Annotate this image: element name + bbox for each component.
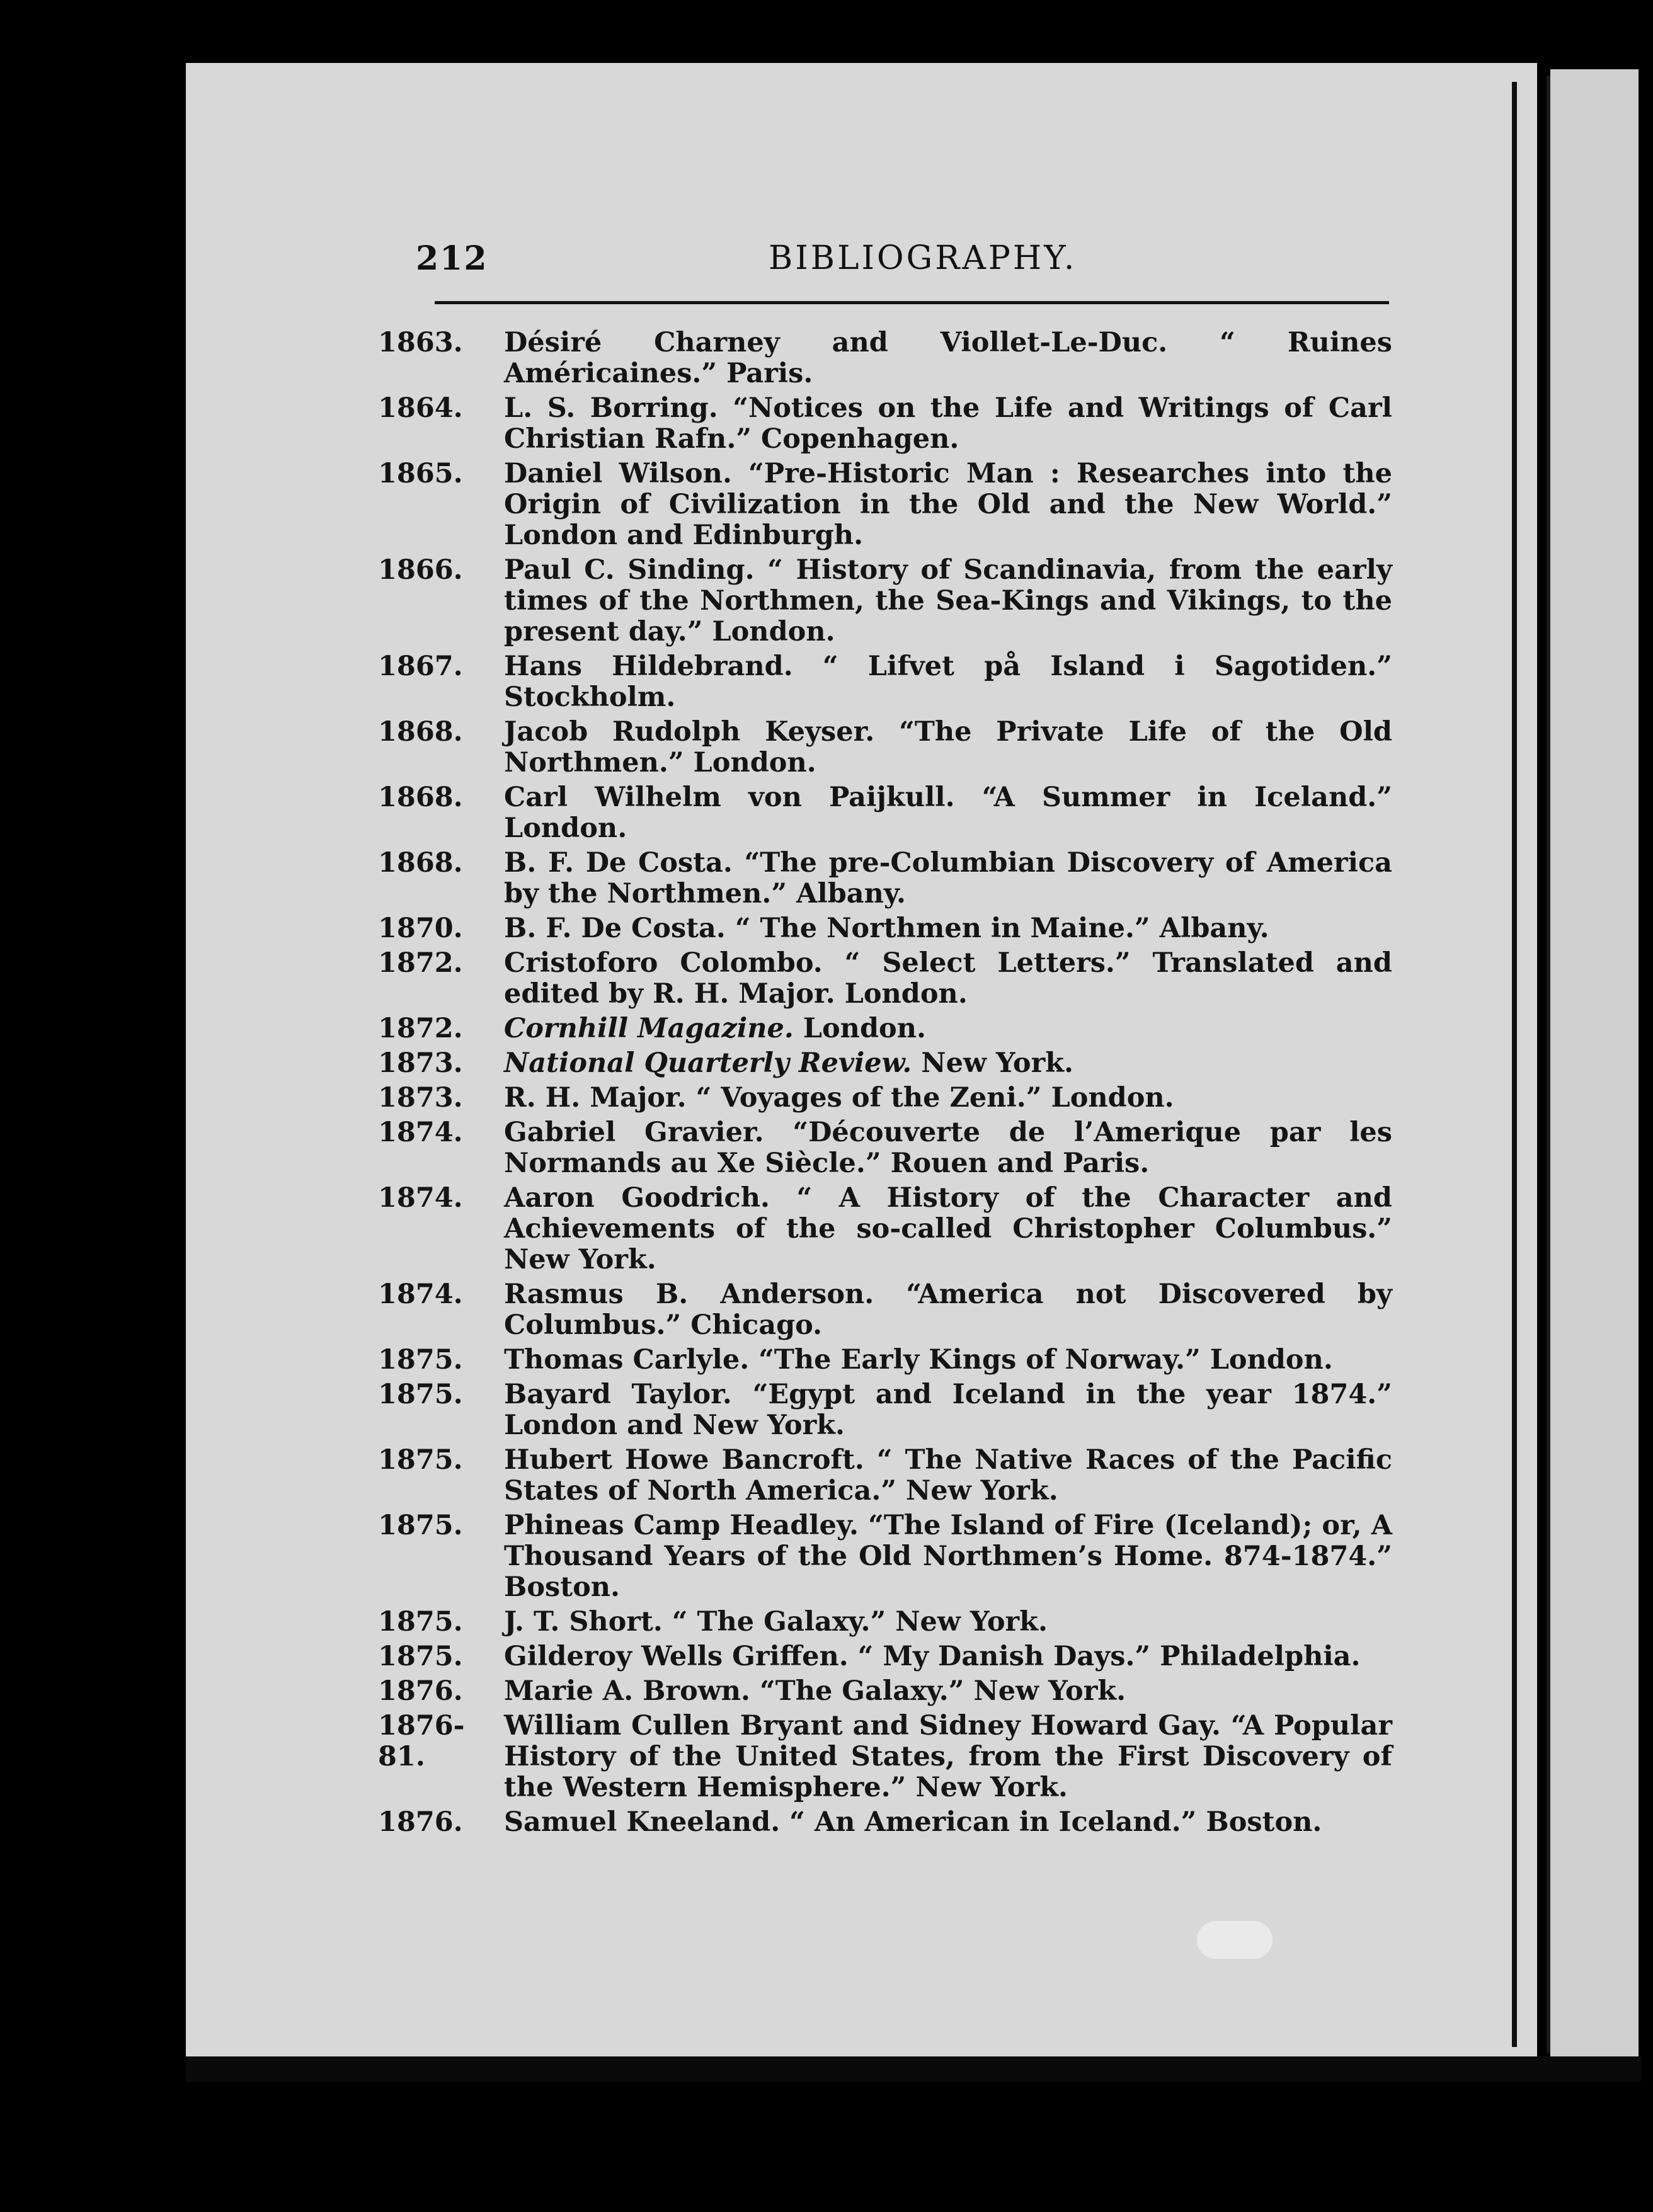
entry-year: 1873. [378, 1047, 463, 1079]
running-head-title: BIBLIOGRAPHY. [769, 239, 1077, 277]
entry-year: 1874. [378, 1182, 463, 1214]
entry-year: 1876. [378, 1675, 463, 1707]
entry-year: 1874. [378, 1117, 463, 1148]
entry-year: 1875. [378, 1606, 463, 1638]
bibliography-entry [378, 1117, 1392, 1179]
bibliography-entry [378, 459, 1392, 551]
bibliography-entry [378, 717, 1392, 778]
entry-year: 1875. [378, 1444, 463, 1476]
bibliography-entry [378, 1607, 1392, 1638]
bibliography-entry [378, 1641, 1392, 1672]
entry-year: 1868. [378, 847, 463, 879]
bibliography-entry [378, 848, 1392, 909]
entry-text: Carl Wilhelm von Paijkull. “A Summer in Iceland.” London. [504, 782, 1392, 844]
entry-text: Samuel Kneeland. “ An American in Iceland.” Boston. [504, 1806, 1322, 1838]
page-header [416, 239, 1383, 290]
entry-text: L. S. Borring. “Notices on the Life and Writings of Carl Christian Rafn.” Copenhagen. [504, 392, 1392, 455]
entry-year: 1875. [378, 1641, 463, 1672]
entry-text: R. H. Major. “ Voyages of the Zeni.” London. [504, 1082, 1174, 1114]
bibliography-entry [378, 1807, 1392, 1838]
entry-year: 1873. [378, 1082, 463, 1114]
entry-year: 1866. [378, 554, 463, 586]
entry-year: 1874. [378, 1279, 463, 1310]
bibliography-list [378, 328, 1392, 1842]
entry-text: Gabriel Gravier. “Découverte de l’Amerique par les Normands au Xe Siècle.” Rouen and Paris. [504, 1117, 1392, 1179]
bibliography-entry [378, 1279, 1392, 1341]
entry-year: 1876-81. [378, 1710, 465, 1772]
entry-year: 1875. [378, 1510, 463, 1541]
bibliography-entry [378, 1083, 1392, 1114]
paper-blemish [1197, 1921, 1273, 1959]
entry-text: Hans Hildebrand. “ Lifvet på Island i Sagotiden.” Stockholm. [504, 651, 1392, 713]
bibliography-entry [378, 1510, 1392, 1603]
bibliography-entry [378, 651, 1392, 713]
bibliography-entry [378, 1345, 1392, 1376]
entry-text: Cristoforo Colombo. “ Select Letters.” Translated and edited by R. H. Major. London. [504, 947, 1392, 1010]
entry-periodical-title: National Quarterly Review. [504, 1047, 912, 1079]
bibliography-entry [378, 1183, 1392, 1275]
entry-year: 1872. [378, 1013, 463, 1044]
entry-year: 1875. [378, 1379, 463, 1410]
bibliography-entry [378, 1711, 1392, 1803]
entry-year: 1868. [378, 716, 463, 748]
entry-text: Gilderoy Wells Griffen. “ My Danish Days.” Philadelphia. [504, 1641, 1361, 1672]
bibliography-entry [378, 393, 1392, 455]
entry-text: Phineas Camp Headley. “The Island of Fire (Iceland); or, A Thousand Years of the Old Northmen’s Home. 874-1874.” Boston. [504, 1510, 1392, 1603]
entry-text: Thomas Carlyle. “The Early Kings of Norway.” London. [504, 1344, 1333, 1376]
entry-text: Rasmus B. Anderson. “America not Discovered by Columbus.” Chicago. [504, 1279, 1392, 1341]
entry-text: B. F. De Costa. “The pre-Columbian Discovery of America by the Northmen.” Albany. [504, 847, 1392, 909]
entry-text: Hubert Howe Bancroft. “ The Native Races of the Pacific States of North America.” New York. [504, 1444, 1392, 1507]
entry-text: Bayard Taylor. “Egypt and Iceland in the year 1874.” London and New York. [504, 1379, 1392, 1441]
entry-year: 1867. [378, 651, 463, 682]
entry-year: 1865. [378, 458, 463, 489]
entry-year: 1864. [378, 392, 463, 424]
bibliography-entry [378, 328, 1392, 389]
entry-year: 1868. [378, 782, 463, 813]
entry-text: Paul C. Sinding. “ History of Scandinavia, from the early times of the Northmen, the Sea-Kings and Vikings, to the present day.” London. [504, 554, 1392, 647]
page-number: 212 [416, 239, 488, 278]
entry-text: B. F. De Costa. “ The Northmen in Maine.” Albany. [504, 913, 1269, 944]
entry-year: 1863. [378, 327, 463, 358]
entry-place: New York. [912, 1047, 1073, 1079]
entry-text [504, 1013, 1392, 1044]
bibliography-entry [378, 948, 1392, 1010]
header-rule [435, 301, 1389, 304]
entry-year: 1875. [378, 1344, 463, 1376]
bibliography-entry [378, 1013, 1392, 1044]
bibliography-entry [378, 555, 1392, 647]
facing-page-edge [1550, 69, 1639, 2060]
entry-text: J. T. Short. “ The Galaxy.” New York. [504, 1606, 1048, 1638]
bibliography-entry [378, 782, 1392, 844]
binding-line [1547, 76, 1550, 2053]
bibliography-entry [378, 1676, 1392, 1707]
entry-year: 1870. [378, 913, 463, 944]
entry-text: Aaron Goodrich. “ A History of the Character and Achievements of the so-called Christopher Columbus.” New York. [504, 1182, 1392, 1275]
entry-place: London. [793, 1013, 926, 1044]
entry-text [504, 1048, 1392, 1079]
entry-periodical-title: Cornhill Magazine. [504, 1013, 794, 1044]
entry-text: Désiré Charney and Viollet-Le-Duc. “ Ruines Américaines.” Paris. [504, 327, 1392, 389]
bibliography-entry [378, 913, 1392, 944]
entry-text: Jacob Rudolph Keyser. “The Private Life of the Old Northmen.” London. [504, 716, 1392, 778]
page-bottom-shadow [186, 2056, 1641, 2082]
entry-text: William Cullen Bryant and Sidney Howard Gay. “A Popular History of the United States, from the First Discovery of the Western Hemisphere.” New York. [504, 1710, 1392, 1803]
bibliography-entry [378, 1379, 1392, 1441]
entry-year: 1872. [378, 947, 463, 979]
entry-text: Daniel Wilson. “Pre-Historic Man : Researches into the Origin of Civilization in the Old and the New World.” London and Edinburgh. [504, 458, 1392, 551]
entry-year: 1876. [378, 1806, 463, 1838]
bibliography-entry [378, 1048, 1392, 1079]
page-edge-line [1512, 82, 1517, 2047]
entry-text: Marie A. Brown. “The Galaxy.” New York. [504, 1675, 1126, 1707]
bibliography-entry [378, 1445, 1392, 1507]
